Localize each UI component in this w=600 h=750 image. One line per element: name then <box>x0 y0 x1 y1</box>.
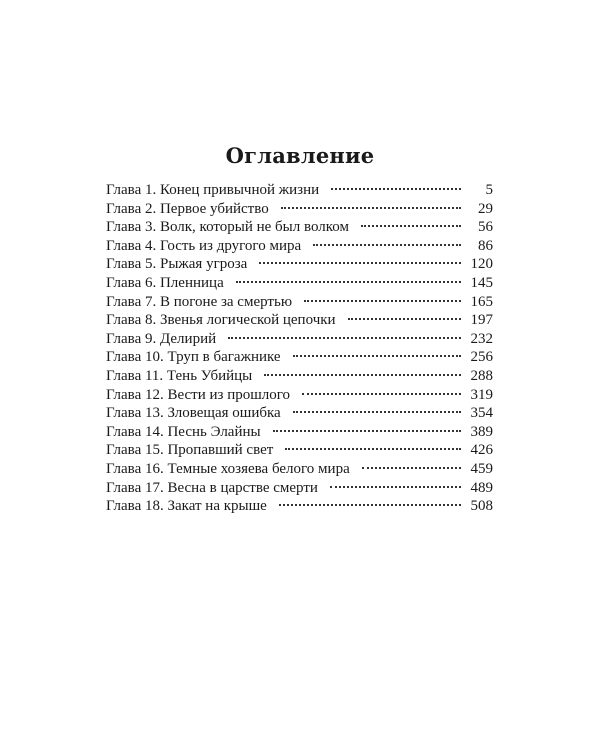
toc-entry <box>106 423 493 442</box>
toc-entry-label: Глава 17. Весна в царстве смерти <box>106 479 318 496</box>
dot-leader <box>362 467 461 469</box>
toc-entry-page-number: 489 <box>470 479 493 496</box>
toc-entry-page-number: 56 <box>478 219 493 236</box>
toc-entry <box>106 181 493 200</box>
toc-entry-label: Глава 1. Конец привычной жизни <box>106 182 320 198</box>
toc-entry-page-number: 256 <box>470 349 493 366</box>
toc-entry <box>106 200 493 219</box>
toc-entry <box>106 479 493 498</box>
toc-entry-page-number: 319 <box>470 386 493 403</box>
toc-entry-page-number: 5 <box>485 182 493 198</box>
toc-entry <box>106 460 493 479</box>
dot-leader <box>281 207 461 209</box>
toc-entry-label: Глава 9. Делирий <box>106 330 217 347</box>
toc-entry-page-number: 197 <box>470 312 493 329</box>
toc-entry-page-number: 29 <box>478 200 493 217</box>
toc-entry-page-number: 389 <box>470 423 493 440</box>
dot-leader <box>293 355 461 357</box>
toc-entry-page-number: 426 <box>470 442 493 459</box>
toc-entry-label: Глава 15. Пропавший свет <box>106 442 274 459</box>
toc-entry-label: Глава 13. Зловещая ошибка <box>106 405 281 422</box>
toc-entry-label: Глава 8. Звенья логической цепочки <box>106 312 336 329</box>
dot-leader <box>279 504 461 506</box>
toc-entry-page-number: 288 <box>470 367 493 384</box>
toc-list <box>106 181 493 516</box>
dot-leader <box>313 244 461 246</box>
toc-entry-label: Глава 6. Пленница <box>106 274 224 291</box>
dot-leader <box>285 448 460 450</box>
toc-entry-page-number: 459 <box>470 460 493 477</box>
toc-entry <box>106 367 493 386</box>
dot-leader <box>228 337 460 339</box>
toc-entry-label: Глава 14. Песнь Элайны <box>106 423 261 440</box>
toc-entry <box>106 348 493 367</box>
toc-entry-label: Глава 2. Первое убийство <box>106 200 269 217</box>
toc-entry <box>106 330 493 349</box>
toc-entry-label: Глава 3. Волк, который не был волком <box>106 219 349 236</box>
toc-entry <box>106 274 493 293</box>
dot-leader <box>302 393 460 395</box>
dot-leader <box>331 188 461 190</box>
dot-leader <box>293 411 461 413</box>
toc-entry-label: Глава 4. Гость из другого мира <box>106 237 302 254</box>
toc-entry-label: Глава 16. Темные хозяева белого мира <box>106 460 350 477</box>
toc-entry <box>106 293 493 312</box>
dot-leader <box>330 486 461 488</box>
toc-entry <box>106 497 493 516</box>
toc-entry <box>106 218 493 237</box>
toc-entry-page-number: 145 <box>470 274 493 291</box>
toc-entry <box>106 404 493 423</box>
dot-leader <box>273 430 461 432</box>
toc-entry <box>106 237 493 256</box>
dot-leader <box>348 318 461 320</box>
dot-leader <box>236 281 461 283</box>
toc-entry <box>106 386 493 405</box>
toc-entry <box>106 311 493 330</box>
toc-entry <box>106 255 493 274</box>
toc-entry-page-number: 232 <box>470 330 493 347</box>
dot-leader <box>361 225 461 227</box>
toc-entry-label: Глава 11. Тень Убийцы <box>106 367 253 384</box>
toc-entry-label: Глава 5. Рыжая угроза <box>106 256 248 273</box>
toc-entry-page-number: 354 <box>470 405 493 422</box>
toc-entry <box>106 441 493 460</box>
toc-entry-page-number: 508 <box>470 498 493 515</box>
toc-entry-label: Глава 12. Вести из прошлого <box>106 386 291 403</box>
toc-entry-page-number: 120 <box>470 256 493 273</box>
toc-entry-label: Глава 10. Труп в багажнике <box>106 349 281 366</box>
toc-entry-label: Глава 18. Закат на крыше <box>106 498 267 515</box>
toc-title: Оглавление <box>225 143 375 168</box>
toc-entry-page-number: 165 <box>470 293 493 310</box>
dot-leader <box>304 300 460 302</box>
dot-leader <box>259 262 460 264</box>
dot-leader <box>264 374 460 376</box>
toc-entry-label: Глава 7. В погоне за смертью <box>106 293 293 310</box>
toc-entry-page-number: 86 <box>478 237 493 254</box>
